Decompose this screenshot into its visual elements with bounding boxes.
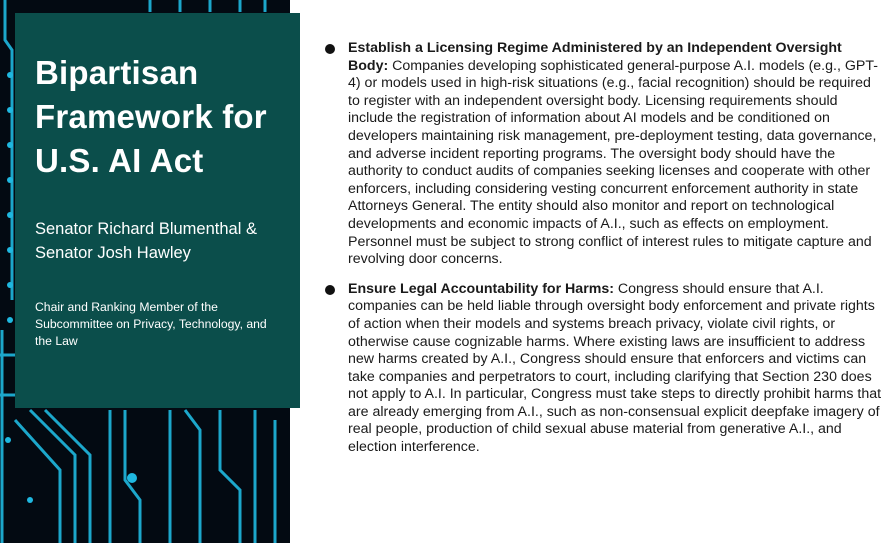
title-card [15,13,300,408]
authors-role: Chair and Ranking Member of the Subcommittee on Privacy, Technology, and the Law [35,300,267,348]
bullet-body: Congress should ensure that A.I. companies can be held liable through oversight body enforcement and private rights of action when their models and systems breach privacy, violate civil rights, or otherwise cause cognizable harms. Where existing laws are insufficient to address new harms created by A.I., Congress should ensure that enforcers and victims can take companies and perpetrators to court, including clarifying that Section 230 does not apply to A.I. In particular, Congress must take steps to directly prohibit harms that are already emerging from A.I., such as non-consensual explicit deepfake imagery of real people, production of child sexual abuse material from generative A.I., and election interference. [348,280,882,456]
page-title: Bipartisan Framework for U.S. AI Act [35,54,267,179]
bullet-body: Companies developing sophisticated general-purpose A.I. models (e.g., GPT-4) or models used in high-risk situations (e.g., facial recognition) should be required to register with an independent oversight body. Licensing requirements should include the registration of information about AI models and be conditioned on developers maintaining risk management, pre-deployment testing, data governance, and adverse incident reporting programs. The oversight body should have the authority to conduct audits of companies seeking licenses and cooperate with other enforcers, including considering vesting concurrent enforcement authority in state Attorneys General. The entity should also monitor and report on technological developments and economic impacts of A.I., such as effects on employment. Personnel must be subject to strong conflict of interest rules to mitigate capture and revolving door concerns. [348,57,878,268]
list-item [323,40,883,269]
bullet-heading: Establish a Licensing Regime Administered by an Independent Oversight Body: [348,40,842,74]
list-item [323,281,883,457]
bullet-dot-icon [325,285,335,295]
authors: Senator Richard Blumenthal & Senator Josh Hawley [35,220,257,262]
framework-content [323,40,883,469]
bullet-dot-icon [325,44,335,54]
bullet-heading: Ensure Legal Accountability for Harms: [348,280,614,297]
